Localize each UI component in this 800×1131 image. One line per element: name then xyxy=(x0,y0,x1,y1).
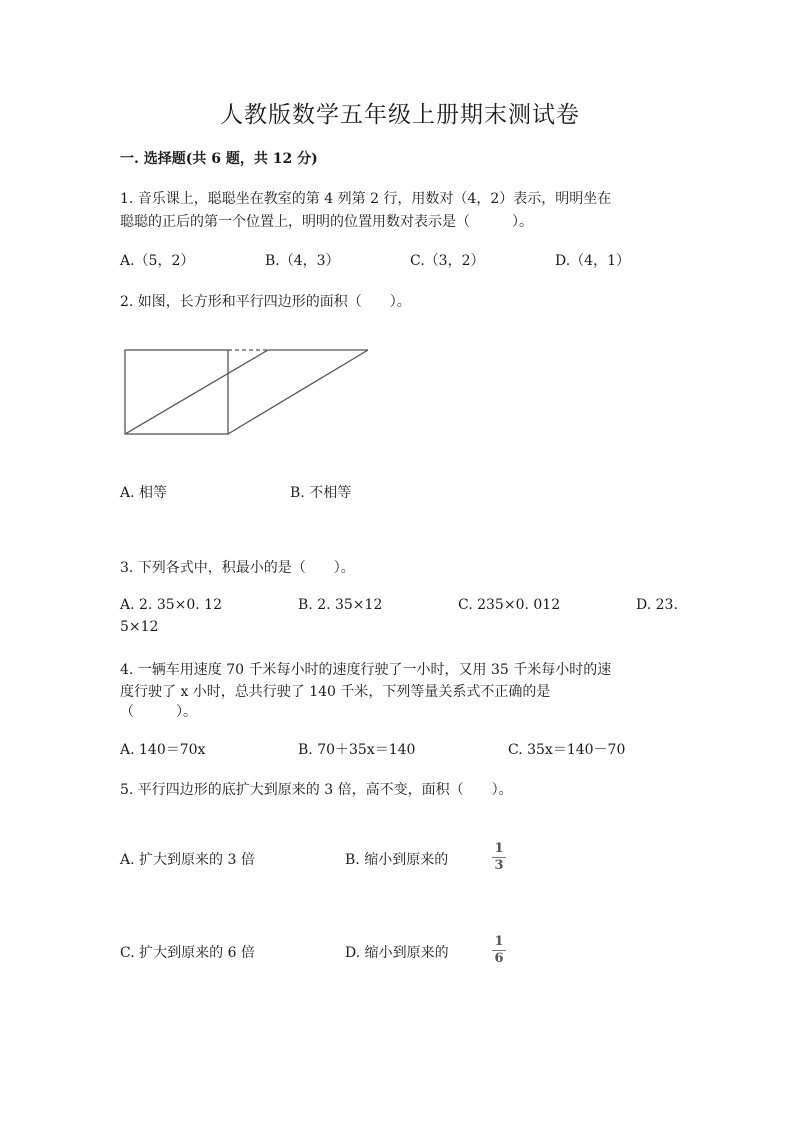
q5-text: 5. 平行四边形的底扩大到原来的 3 倍，高不变，面积（ ）。 xyxy=(120,782,513,798)
q5-option-d: D. 缩小到原来的 xyxy=(345,945,449,961)
figure-parallelogram-left xyxy=(125,350,268,434)
q5-option-c: C. 扩大到原来的 6 倍 xyxy=(120,945,255,961)
rectangle-parallelogram-figure xyxy=(118,340,378,440)
q3-option-d: D. 23. xyxy=(636,597,678,613)
q5-option-b: B. 缩小到原来的 xyxy=(345,852,449,868)
page-title: 人教版数学五年级上册期末测试卷 xyxy=(220,102,580,128)
q4-line2: 度行驶了 x 小时，总共行驶了 140 千米，下列等量关系式不正确的是 xyxy=(120,684,551,700)
q5-fraction-d xyxy=(492,935,506,966)
q1-option-a: A.（5，2） xyxy=(120,253,195,269)
q5-option-a: A. 扩大到原来的 3 倍 xyxy=(120,852,255,868)
q4-line3: （ ）。 xyxy=(120,704,197,720)
q3-option-b: B. 2. 35×12 xyxy=(298,597,383,613)
q1-line1: 1. 音乐课上，聪聪坐在教室的第 4 列第 2 行，用数对（4，2）表示，明明坐在 xyxy=(120,191,612,207)
q2-option-a: A. 相等 xyxy=(120,485,168,501)
fraction-denominator: 3 xyxy=(494,858,504,873)
q4-line1: 4. 一辆车用速度 70 千米每小时的速度行驶了一小时，又用 35 千米每小时的速 xyxy=(120,662,612,678)
q1-option-d: D.（4，1） xyxy=(555,253,630,269)
q3-option-a: A. 2. 35×0. 12 xyxy=(120,597,222,613)
q5-fraction-b xyxy=(492,842,506,873)
q2-text: 2. 如图，长方形和平行四边形的面积（ ）。 xyxy=(120,294,411,310)
q2-option-b: B. 不相等 xyxy=(290,485,352,501)
q3-text: 3. 下列各式中，积最小的是（ ）。 xyxy=(120,560,355,576)
q4-option-a: A. 140＝70x xyxy=(120,742,206,758)
q4-option-c: C. 35x＝140－70 xyxy=(508,742,626,758)
q3-option-c: C. 235×0. 012 xyxy=(458,597,561,613)
fraction-numerator: 1 xyxy=(494,934,504,949)
q1-option-c: C.（3，2） xyxy=(410,253,485,269)
q3-option-d-wrap: 5×12 xyxy=(120,619,159,635)
fraction-numerator: 1 xyxy=(494,841,504,856)
q4-option-b: B. 70＋35x＝140 xyxy=(298,742,416,758)
q1-option-b: B.（4，3） xyxy=(265,253,340,269)
figure-parallelogram-right xyxy=(228,350,368,434)
section-heading: 一. 选择题(共 6 题，共 12 分) xyxy=(120,151,318,167)
figure-rectangle xyxy=(125,350,228,434)
fraction-denominator: 6 xyxy=(494,951,504,966)
q1-line2: 聪聪的正后的第一个位置上，明明的位置用数对表示是（ ）。 xyxy=(120,214,533,230)
